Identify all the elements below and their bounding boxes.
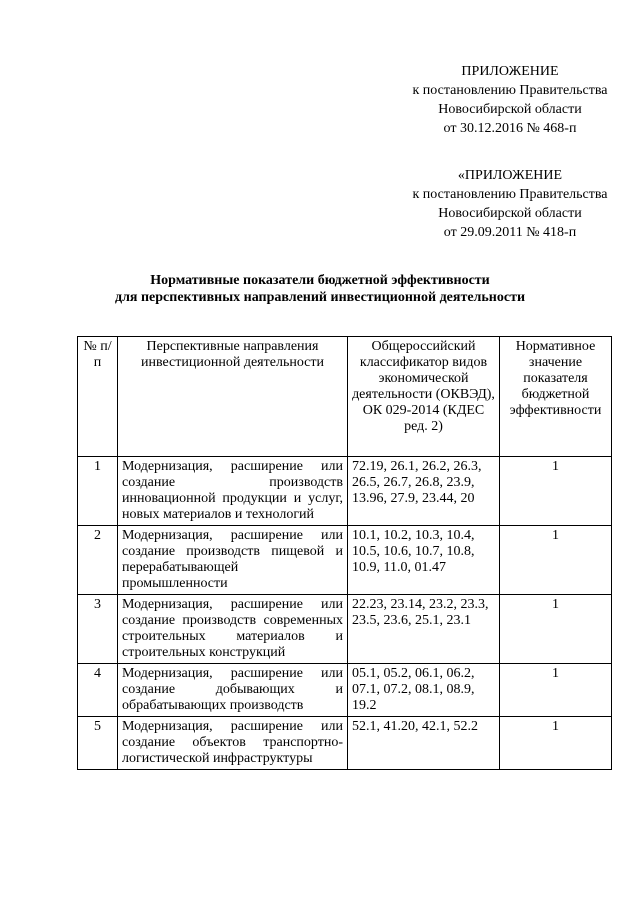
row-number: 5 xyxy=(78,717,118,770)
row-number: 4 xyxy=(78,664,118,717)
title-line-1: Нормативные показатели бюджетной эффективности xyxy=(150,273,490,288)
original-appendix-header xyxy=(380,166,640,242)
table-row xyxy=(78,457,612,526)
row-direction: Модернизация, расширение или создание объектов транспортно-логистической инфраструктуры xyxy=(118,717,348,770)
original-appendix-reference: к постановлению Правительства xyxy=(412,187,608,202)
appendix-reference: к постановлению Правительства xyxy=(412,83,608,98)
row-okved: 22.23, 23.14, 23.2, 23.3, 23.5, 23.6, 25.1, 23.1 xyxy=(348,595,500,664)
table-row xyxy=(78,717,612,770)
row-direction: Модернизация, расширение или создание производств современных строительных материалов и строительных конструкций xyxy=(118,595,348,664)
header-number: № п/п xyxy=(78,337,118,457)
indicators-table xyxy=(77,336,612,770)
row-indicator: 1 xyxy=(500,457,612,526)
row-direction: Модернизация, расширение или создание производств инновационной продукции и услуг, новых материалов и технологий xyxy=(118,457,348,526)
appendix-region: Новосибирской области xyxy=(438,102,582,117)
header-okved: Общероссийский классификатор видов экономической деятельности (ОКВЭД), ОК 029-2014 (КДЕС ред. 2) xyxy=(348,337,500,457)
row-indicator: 1 xyxy=(500,595,612,664)
table-row xyxy=(78,595,612,664)
table-header-row xyxy=(78,337,612,457)
row-number: 3 xyxy=(78,595,118,664)
original-appendix-date: от 29.09.2011 № 418-п xyxy=(443,225,577,240)
row-indicator: 1 xyxy=(500,526,612,595)
row-indicator: 1 xyxy=(500,664,612,717)
appendix-date: от 30.12.2016 № 468-п xyxy=(443,121,577,136)
row-number: 2 xyxy=(78,526,118,595)
row-indicator: 1 xyxy=(500,717,612,770)
row-number: 1 xyxy=(78,457,118,526)
header-indicator: Нормативное значение показателя бюджетной эффективности xyxy=(500,337,612,457)
row-okved: 10.1, 10.2, 10.3, 10.4, 10.5, 10.6, 10.7, 10.8, 10.9, 11.0, 01.47 xyxy=(348,526,500,595)
row-okved: 72.19, 26.1, 26.2, 26.3, 26.5, 26.7, 26.8, 23.9, 13.96, 27.9, 23.44, 20 xyxy=(348,457,500,526)
row-okved: 52.1, 41.20, 42.1, 52.2 xyxy=(348,717,500,770)
original-appendix-region: Новосибирской области xyxy=(438,206,582,221)
header-direction: Перспективные направления инвестиционной деятельности xyxy=(118,337,348,457)
appendix-header xyxy=(380,62,640,138)
document-title xyxy=(0,272,640,306)
table-row xyxy=(78,526,612,595)
row-okved: 05.1, 05.2, 06.1, 06.2, 07.1, 07.2, 08.1, 08.9, 19.2 xyxy=(348,664,500,717)
original-appendix-label: «ПРИЛОЖЕНИЕ xyxy=(457,168,563,183)
row-direction: Модернизация, расширение или создание производств пищевой и перерабатывающей промышленности xyxy=(118,526,348,595)
title-line-2: для перспективных направлений инвестиционной деятельности xyxy=(114,290,526,305)
row-direction: Модернизация, расширение или создание добывающих и обрабатывающих производств xyxy=(118,664,348,717)
table-row xyxy=(78,664,612,717)
appendix-label: ПРИЛОЖЕНИЕ xyxy=(461,64,559,79)
